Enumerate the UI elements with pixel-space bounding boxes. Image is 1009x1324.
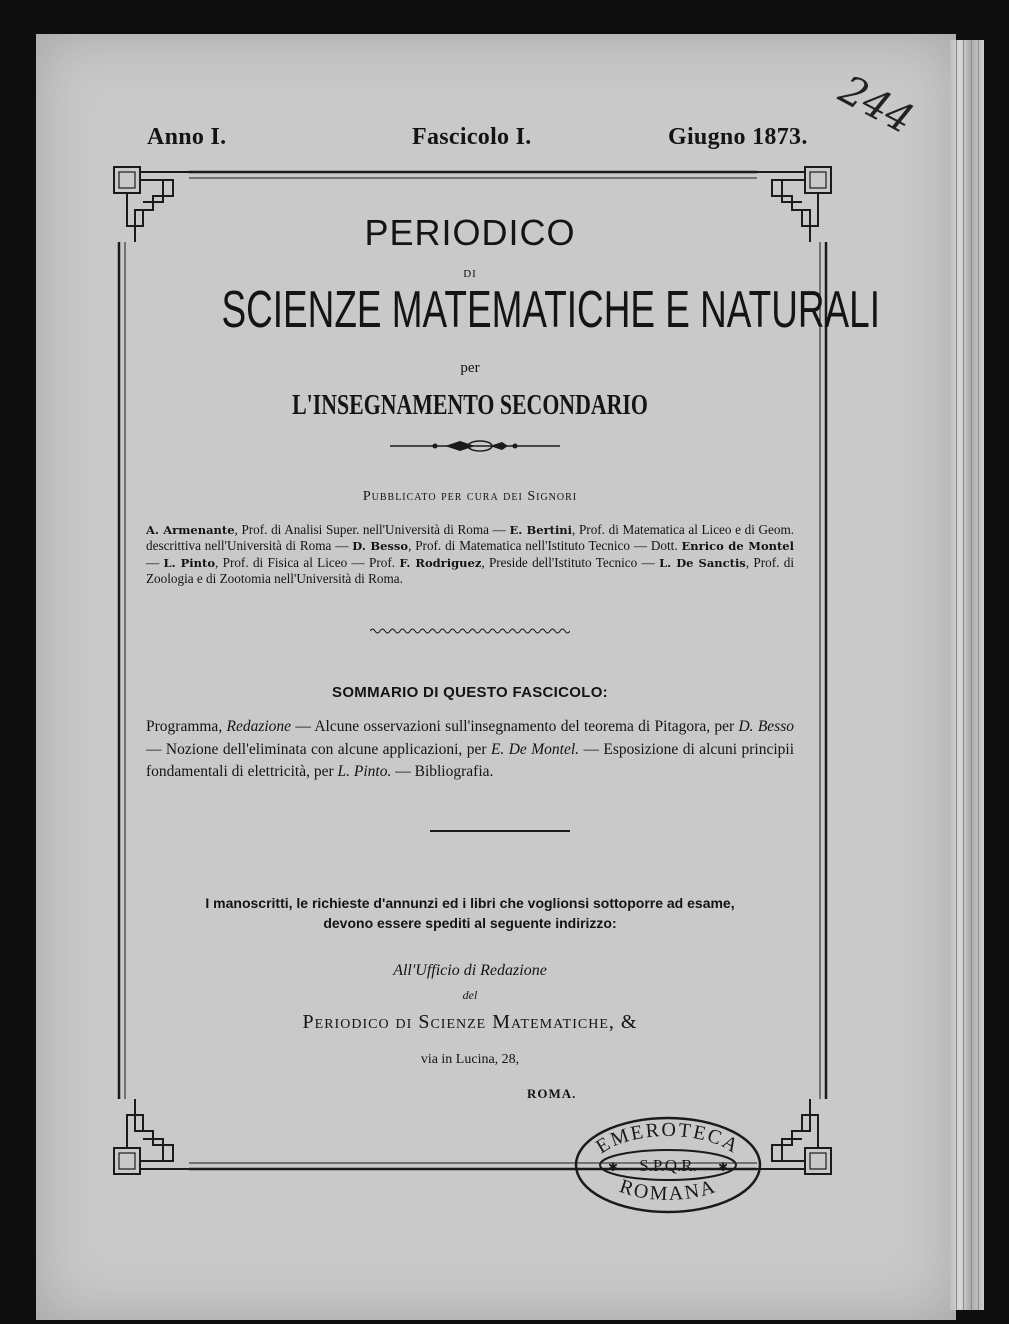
author-name: F. Rodriguez [399,555,482,570]
notice [120,893,820,933]
author-role: , Prof. di Zoologia e di Zootomia nell'Università di Roma. [146,554,794,587]
stamp-star-icon: ✱ [607,1160,619,1174]
author-name: A. Armenante [146,523,235,537]
page-edges [950,40,984,1310]
title-di: DI [463,268,477,280]
author-name: E. Bertini [509,523,573,537]
address-periodico: Periodico di Scienze Matematiche, & [302,1011,638,1033]
title-periodico: PERIODICO [364,212,576,253]
handwritten-number: 244 [831,66,921,144]
author-name: L. De Sanctis [659,555,746,570]
sommario-italic: E. De Montel. [490,740,580,758]
sommario-heading: SOMMARIO DI QUESTO FASCICOLO: [332,684,608,701]
title-per: per [460,360,480,376]
sommario-text: — Bibliografia. [391,763,494,780]
author-name: L. Pinto [163,555,215,570]
address-city: ROMA. [527,1086,577,1101]
author-role: — [146,554,164,570]
address-del: del [462,988,478,1002]
author-role: , Prof. di Analisi Super. nell'Università di Roma — [234,522,510,537]
stamp-top-text: EMEROTECA [592,1118,744,1159]
title-insegnamento: L'INSEGNAMENTO SECONDARIO [292,390,648,421]
sommario-italic: D. Besso [738,718,794,735]
author-role: , Prof. di Fisica al Liceo — Prof. [215,554,400,570]
sommario-italic: L. Pinto. [337,763,392,780]
title-scienze: SCIENZE MATEMATICHE E NATURALI [221,281,880,339]
svg-text:EMEROTECA [592,1119,743,1158]
author-role: , Prof. di Matematica al Liceo e di Geom. descrittiva nell'Università di Roma — [146,522,795,554]
author-name: Enrico de Montel [681,539,794,554]
author-role: , Prof. di Matematica nell'Istituto Tecnico — Dott. [408,538,682,554]
short-rule [430,830,570,832]
header-fascicolo: Fascicolo I. [412,124,532,150]
ornament-divider [390,436,560,456]
header-date: Giugno 1873. [668,124,808,150]
stamp-middle-text: S.P.Q.R. [639,1156,697,1175]
library-stamp [568,1110,768,1220]
sommario-body [146,716,794,784]
notice-line: I manoscritti, le richieste d'annunzi ed i libri che voglionsi sottoporre ad esame, [205,895,735,911]
address-street: via in Lucina, 28, [420,1052,520,1067]
published-by: Pubblicato per cura dei Signori [362,489,578,504]
notice-line: devono essere spediti al seguente indirizzo: [323,915,617,931]
address-office: All'Ufficio di Redazione [393,962,547,979]
sommario-text: Programma, [146,718,227,735]
sommario-text: — Esposizione di alcuni principii fondamentali di elettricità, per [146,740,795,780]
author-name: D. Besso [352,539,409,554]
sommario-text: — Nozione dell'eliminata con alcune applicazioni, per [146,740,491,758]
stamp-star-icon: ✱ [717,1160,729,1174]
authors-list [146,522,794,588]
wavy-divider [370,626,570,636]
author-role: , Preside dell'Istituto Tecnico — [481,554,660,570]
sommario-italic: Redazione [226,718,292,735]
stamp-bottom-text: ROMANA [616,1175,720,1206]
sommario-text: — Alcune osservazioni sull'insegnamento del teorema di Pitagora, per [291,718,739,735]
header-anno: Anno I. [147,124,227,150]
